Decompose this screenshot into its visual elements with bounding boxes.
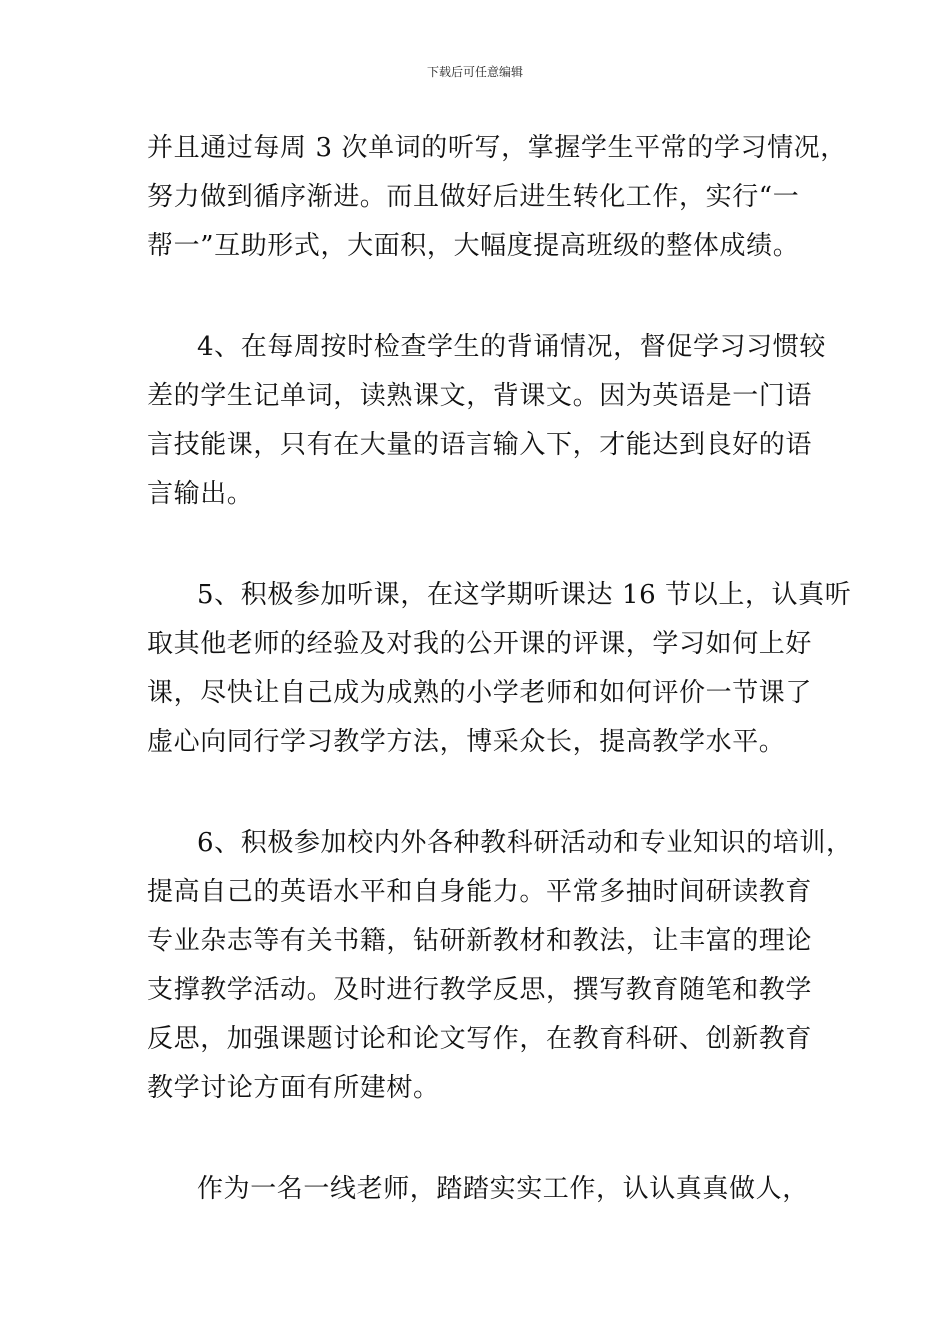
text-line: 并且通过每周 3 次单词的听写，掌握学生平常的学习情况， bbox=[147, 133, 847, 163]
document-body bbox=[147, 124, 853, 1214]
text-line: 4、在每周按时检查学生的背诵情况，督促学习习惯较 bbox=[197, 332, 826, 362]
paragraph-3 bbox=[147, 571, 852, 767]
text-line: 支撑教学活动。及时进行教学反思，撰写教育随笔和教学 bbox=[147, 975, 813, 1005]
text-line: 教学讨论方面有所建树。 bbox=[147, 1073, 440, 1103]
text-line: 课，尽快让自己成为成熟的小学老师和如何评价一节课了 bbox=[147, 678, 813, 708]
text-line: 言输出。 bbox=[147, 479, 254, 509]
text-line: 专业杂志等有关书籍，钻研新教材和教法，让丰富的理论 bbox=[147, 926, 813, 956]
paragraph-5 bbox=[147, 1165, 812, 1214]
paragraph-2 bbox=[147, 323, 826, 519]
text-line: 努力做到循序渐进。而且做好后进生转化工作，实行“一 bbox=[147, 182, 800, 212]
page-header: 下载后可任意编辑 bbox=[426, 65, 523, 79]
paragraph-4 bbox=[147, 819, 853, 1113]
text-line: 5、积极参加听课，在这学期听课达 16 节以上，认真听 bbox=[197, 580, 852, 610]
text-line: 6、积极参加校内外各种教科研活动和专业知识的培训， bbox=[197, 828, 853, 858]
text-line: 帮一”互助形式，大面积，大幅度提高班级的整体成绩。 bbox=[147, 231, 800, 261]
text-line: 提高自己的英语水平和自身能力。平常多抽时间研读教育 bbox=[147, 877, 813, 907]
paragraph-1 bbox=[147, 124, 847, 271]
text-line: 虚心向同行学习教学方法，博采众长，提高教学水平。 bbox=[147, 727, 786, 757]
text-line: 差的学生记单词，读熟课文，背课文。因为英语是一门语 bbox=[147, 381, 813, 411]
text-line: 反思，加强课题讨论和论文写作，在教育科研、创新教育 bbox=[147, 1024, 813, 1054]
text-line: 作为一名一线老师，踏踏实实工作，认认真真做人， bbox=[197, 1174, 809, 1204]
text-line: 取其他老师的经验及对我的公开课的评课，学习如何上好 bbox=[147, 629, 813, 659]
text-line: 言技能课，只有在大量的语言输入下，才能达到良好的语 bbox=[147, 430, 813, 460]
